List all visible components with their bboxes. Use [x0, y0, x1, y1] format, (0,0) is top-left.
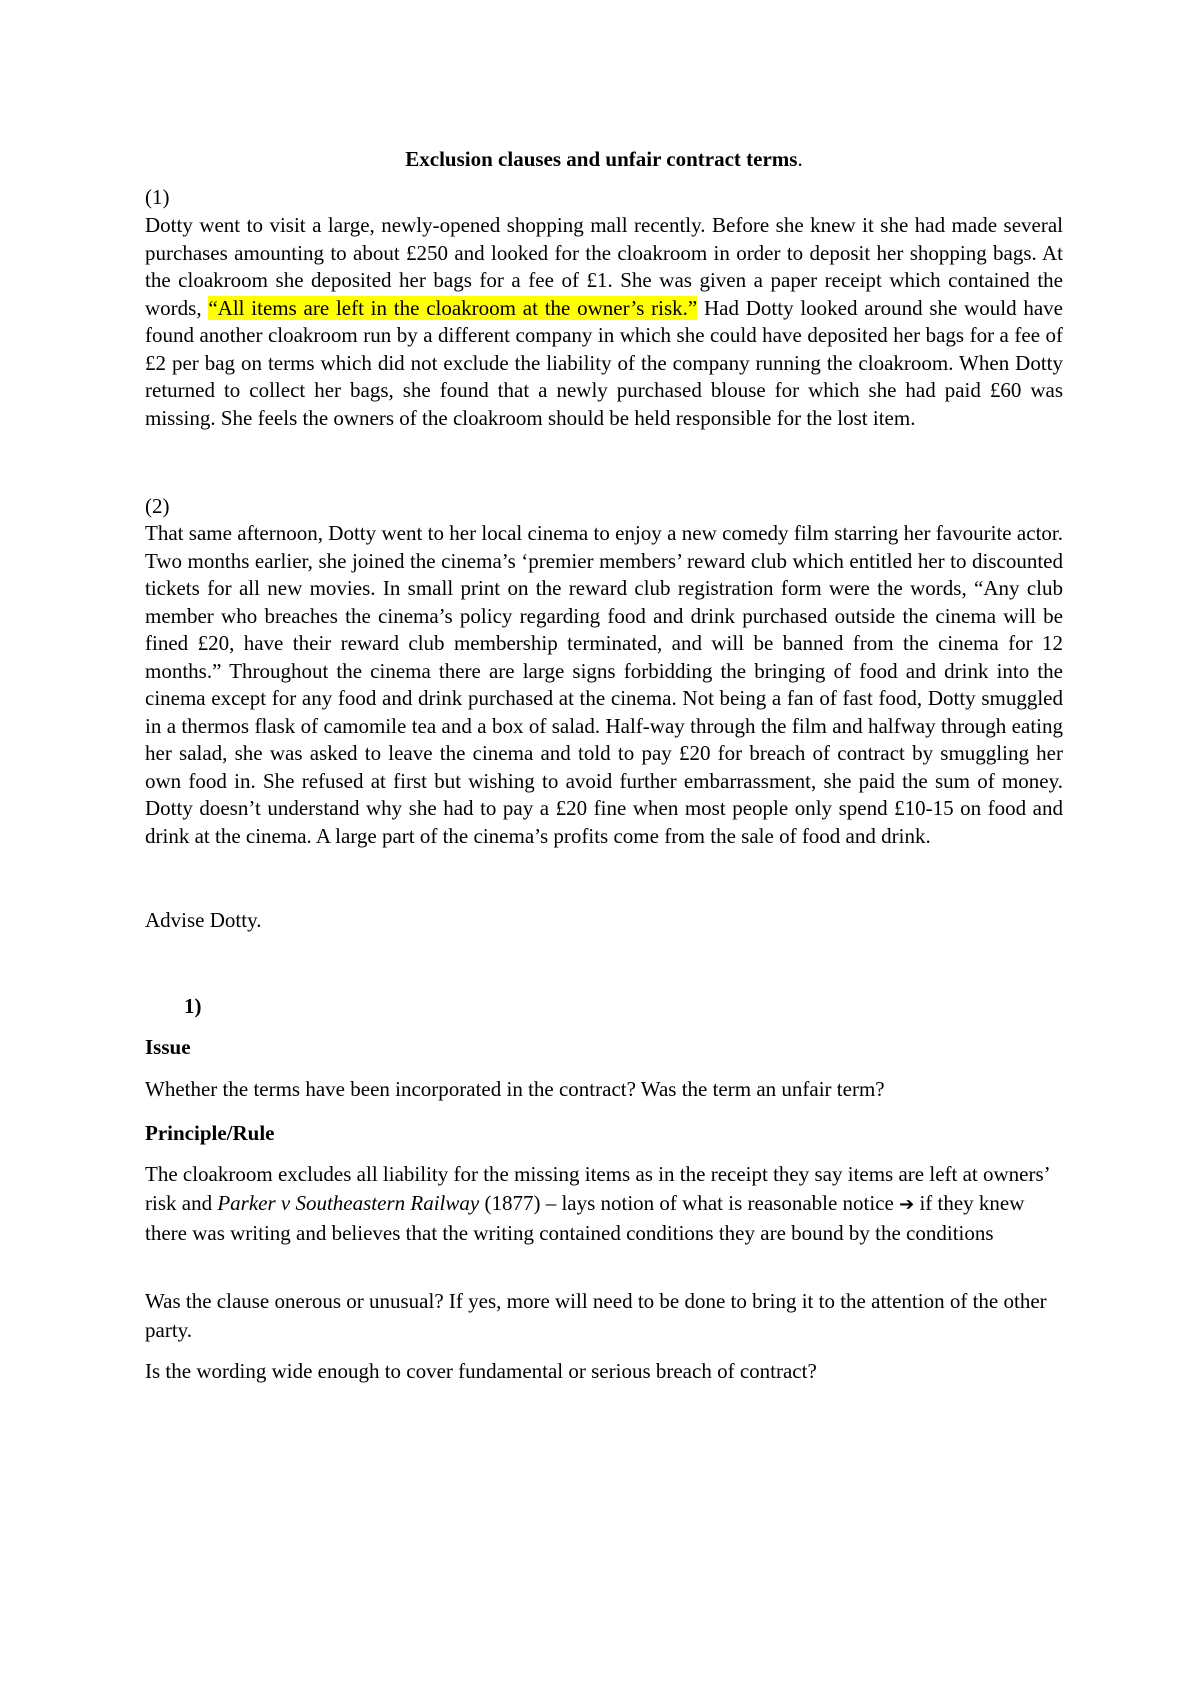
question-1-number: (1) [145, 185, 170, 209]
rule-text-a: The cloakroom excludes all liability for the missing items as in the receipt they say items are left at owners’ risk and [145, 1162, 1050, 1215]
rule-text-c: if they knew there was writing and believes that the writing contained conditions they are bound by the conditions [145, 1191, 1025, 1245]
question-2-text: That same afternoon, Dotty went to her local cinema to enjoy a new comedy film starring her favourite actor. Two months earlier, she joined the cinema’s ‘premier members’ reward club which entitled her to discounted tickets for all new movies. In small print on the reward club registration form were the words, “Any club member who breaches the cinema’s policy regarding food and drink purchased outside the cinema will be fined £20, have their reward club membership terminated, and will be banned from the cinema for 12 months.” Throughout the cinema there are large signs forbidding the bringing of food and drink into the cinema except for any food and drink purchased at the cinema. Not being a fan of fast food, Dotty smuggled in a thermos flask of camomile tea and a box of salad. Half-way through the film and halfway through eating her salad, she was asked to leave the cinema and told to pay £20 for breach of contract by smuggling her own food in. She refused at first but wishing to avoid further embarrassment, she paid the sum of money. Dotty doesn’t understand why she had to pay a £20 fine when most people only spend £10-15 on food and drink at the cinema. A large part of the cinema’s profits come from the sale of food and drink. [145, 521, 1063, 848]
rule-paragraph-1 [145, 1160, 1063, 1248]
case-name: Parker v Southeastern Railway [217, 1191, 480, 1215]
title-period: . [797, 147, 803, 171]
document-title [145, 146, 1063, 172]
title-text: Exclusion clauses and unfair contract terms [405, 147, 798, 171]
highlighted-quote: “All items are left in the cloakroom at the owner’s risk.” [208, 295, 698, 320]
question-1-text-end: Had Dotty looked around she would have found another cloakroom run by a different company in which she could have deposited her bags for a fee of £2 per bag on terms which did not exclude the liability of the company running the cloakroom. When Dotty returned to collect her bags, she found that a newly purchased blouse for which she had paid £60 was missing. She feels the owners of the cloakroom should be held responsible for the lost item. [145, 295, 1063, 430]
answer-section-number: 1) [184, 994, 202, 1018]
issue-text: Whether the terms have been incorporated in the contract? Was the term an unfair term? [145, 1077, 885, 1101]
issue-heading: Issue [145, 1035, 191, 1059]
question-1-text [145, 212, 1063, 432]
arrow-right-icon: ➔ [899, 1194, 915, 1215]
question-1-text-start: Dotty went to visit a large, newly-opened shopping mall recently. Before she knew it she had made several purchases amounting to about £250 and looked for the cloakroom in order to deposit her shopping bags. At the cloakroom she deposited her bags for a fee of £1. She was given a paper receipt which contained the words, [145, 213, 1063, 320]
advise-line: Advise Dotty. [145, 908, 262, 932]
rule-text-b: (1877) – lays notion of what is reasonable notice [479, 1191, 900, 1215]
rule-paragraph-2: Was the clause onerous or unusual? If yes, more will need to be done to bring it to the attention of the other party. [145, 1289, 1047, 1342]
question-2-number: (2) [145, 494, 170, 518]
rule-heading: Principle/Rule [145, 1121, 275, 1145]
rule-paragraph-3: Is the wording wide enough to cover fundamental or serious breach of contract? [145, 1359, 817, 1383]
